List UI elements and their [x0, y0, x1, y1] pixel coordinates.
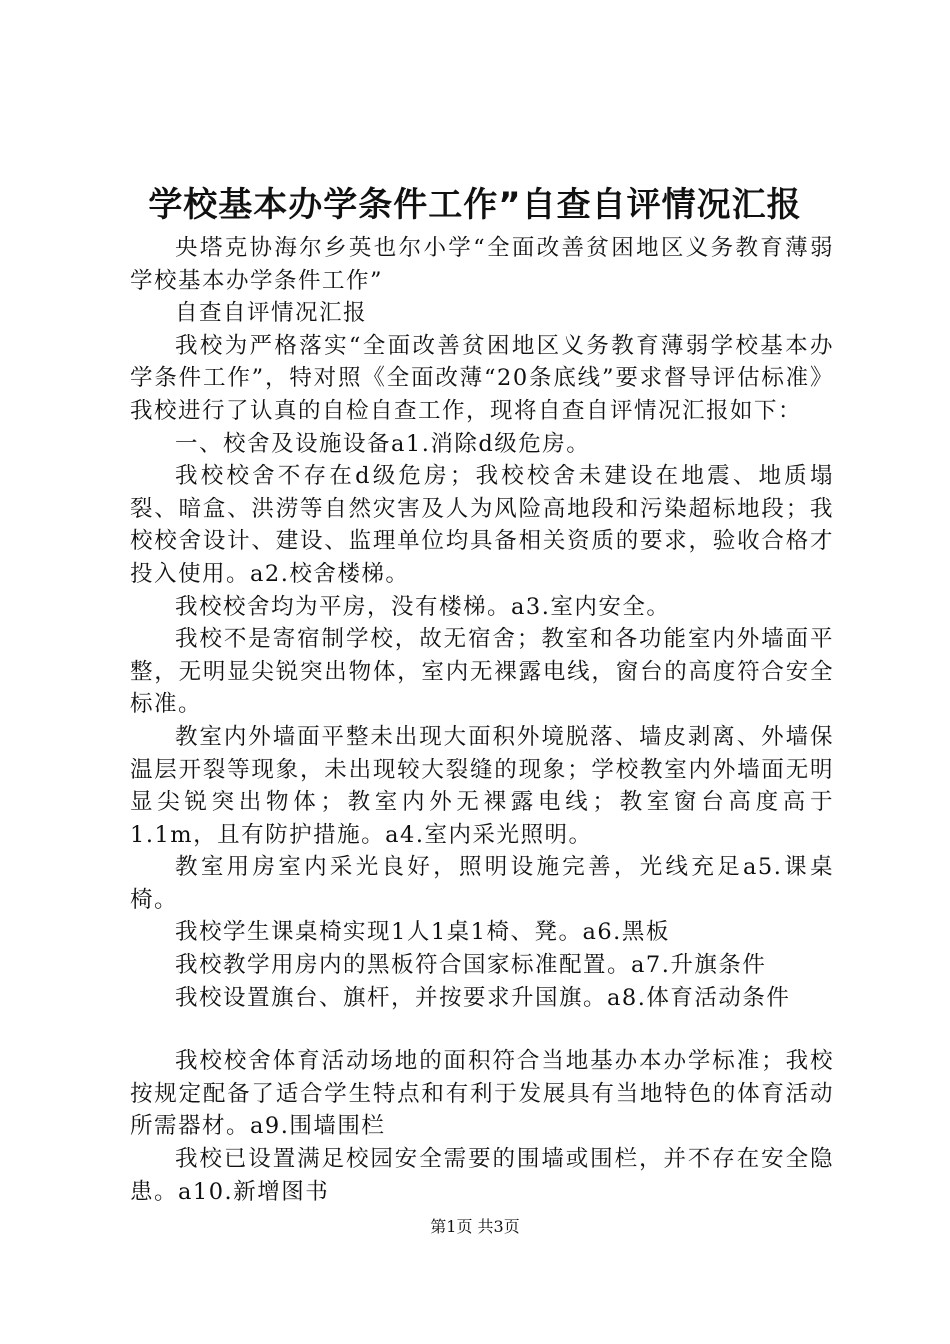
paragraph-intro: 我校为严格落实“全面改善贫困地区义务教育薄弱学校基本办学条件工作”，特对照《全面改薄“20条底线”要求督导评估标准》我校进行了认真的自检自查工作，现将自查自评情况汇报如下：	[130, 332, 834, 424]
paragraph-a3: 我校不是寄宿制学校，故无宿舍；教室和各功能室内外墙面平整，无明显尖锐突出物体，室内无裸露电线，窗台的高度符合安全标准。	[130, 626, 834, 718]
paragraph-report-heading: 自查自评情况汇报	[175, 300, 368, 327]
document-title: 学校基本办学条件工作”自查自评情况汇报	[148, 185, 802, 225]
page-number-footer: 第1页 共3页	[430, 1217, 520, 1236]
paragraph-section-one: 一、校舍及设施设备a1.消除d级危房。	[175, 430, 591, 457]
document-body	[130, 232, 834, 1208]
paragraph-a8: 我校校舍体育活动场地的面积符合当地基办本办学标准；我校按规定配备了适合学生特点和有利于发展具有当地特色的体育活动所需器材。a9.围墙围栏	[130, 1048, 834, 1140]
paragraph-a9: 我校已设置满足校园安全需要的围墙或围栏，并不存在安全隐患。a10.新增图书	[130, 1146, 834, 1205]
paragraph-a4: 教室用房室内采光良好，照明设施完善，光线充足a5.课桌椅。	[130, 854, 834, 913]
paragraph-a1: 我校校舍不存在d级危房；我校校舍未建设在地震、地质塌裂、暗盒、洪涝等自然灾害及人为风险高地段和污染超标地段；我校校舍设计、建设、监理单位均具备相关资质的要求，验收合格才投入使用。a2.校舍楼梯。	[130, 463, 834, 587]
paragraph-a5: 我校学生课桌椅实现1人1桌1椅、凳。a6.黑板	[175, 919, 670, 946]
paragraph-a2: 我校校舍均为平房，没有楼梯。a3.室内安全。	[175, 593, 671, 620]
paragraph-school-name: 央塔克协海尔乡英也尔小学“全面改善贫困地区义务教育薄弱学校基本办学条件工作”	[130, 235, 834, 294]
paragraph-a6: 我校教学用房内的黑板符合国家标准配置。a7.升旗条件	[175, 952, 767, 979]
paragraph-a7: 我校设置旗台、旗杆，并按要求升国旗。a8.体育活动条件	[175, 984, 791, 1011]
paragraph-a3-walls: 教室内外墙面平整未出现大面积外境脱落、墙皮剥离、外墙保温层开裂等现象，未出现较大裂缝的现象；学校教室内外墙面无明显尖锐突出物体；教室内外无裸露电线；教室窗台高度高于1.1m，且有防护措施。a4.室内采光照明。	[130, 723, 834, 848]
